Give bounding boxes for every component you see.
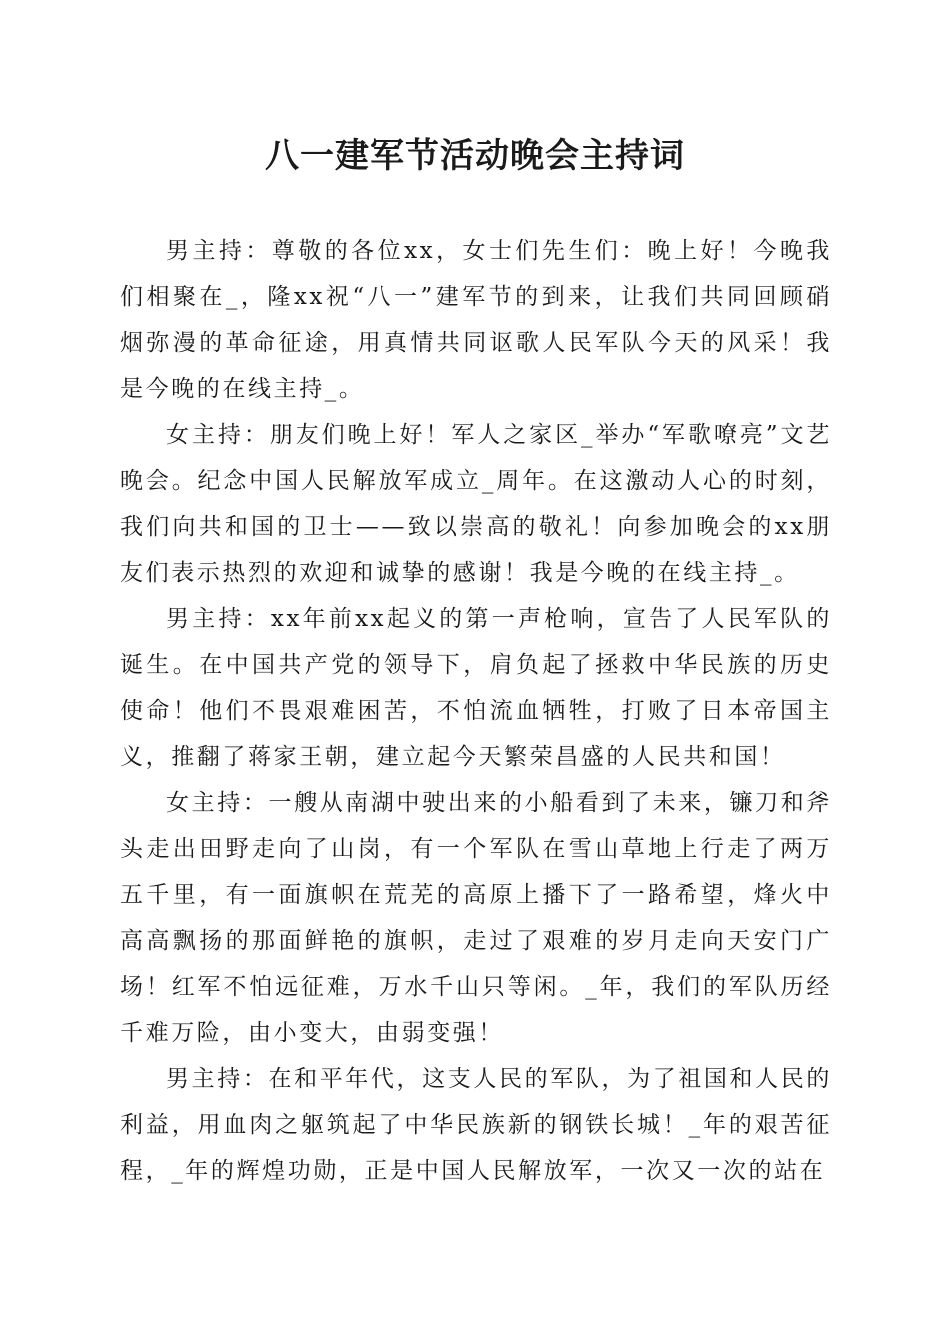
paragraph-male-host-3: 男主持：在和平年代，这支人民的军队，为了祖国和人民的利益，用血肉之躯筑起了中华民族新的钢铁长城！_年的艰苦征程，_年的辉煌功勋，正是中国人民解放军，一次又一次的站在 <box>120 1066 832 1184</box>
paragraph-male-host-2: 男主持：xx年前xx起义的第一声枪响，宣告了人民军队的诞生。在中国共产党的领导下，肩负起了拯救中华民族的历史使命！他们不畏艰难困苦，不怕流血牺牲，打败了日本帝国主义，推翻了蒋家王朝，建立起今天繁荣昌盛的人民共和国！ <box>120 606 832 770</box>
paragraph-female-host-1: 女主持：朋友们晚上好！军人之家区_举办“军歌嘹亮”文艺晚会。纪念中国人民解放军成立_周年。在这激动人心的时刻，我们向共和国的卫士——致以崇高的敬礼！向参加晚会的xx朋友们表示热烈的欢迎和诚挚的感谢！我是今晚的在线主持_。 <box>120 422 832 586</box>
paragraph-male-host-1: 男主持：尊敬的各位xx，女士们先生们：晚上好！今晚我们相聚在_，隆xx祝“八一”建军节的到来，让我们共同回顾硝烟弥漫的革命征途，用真情共同讴歌人民军队今天的风采！我是今晚的在线主持_。 <box>120 238 832 402</box>
document-title: 八一建军节活动晚会主持词 <box>265 136 685 176</box>
paragraph-female-host-2: 女主持：一艘从南湖中驶出来的小船看到了未来，镰刀和斧头走出田野走向了山岗，有一个军队在雪山草地上行走了两万五千里，有一面旗帜在荒芜的高原上播下了一路希望，烽火中高高飘扬的那面鲜艳的旗帜，走过了艰难的岁月走向天安门广场！红军不怕远征难，万水千山只等闲。_年，我们的军队历经千难万险，由小变大，由弱变强！ <box>120 790 832 1046</box>
document-body <box>120 228 832 1194</box>
